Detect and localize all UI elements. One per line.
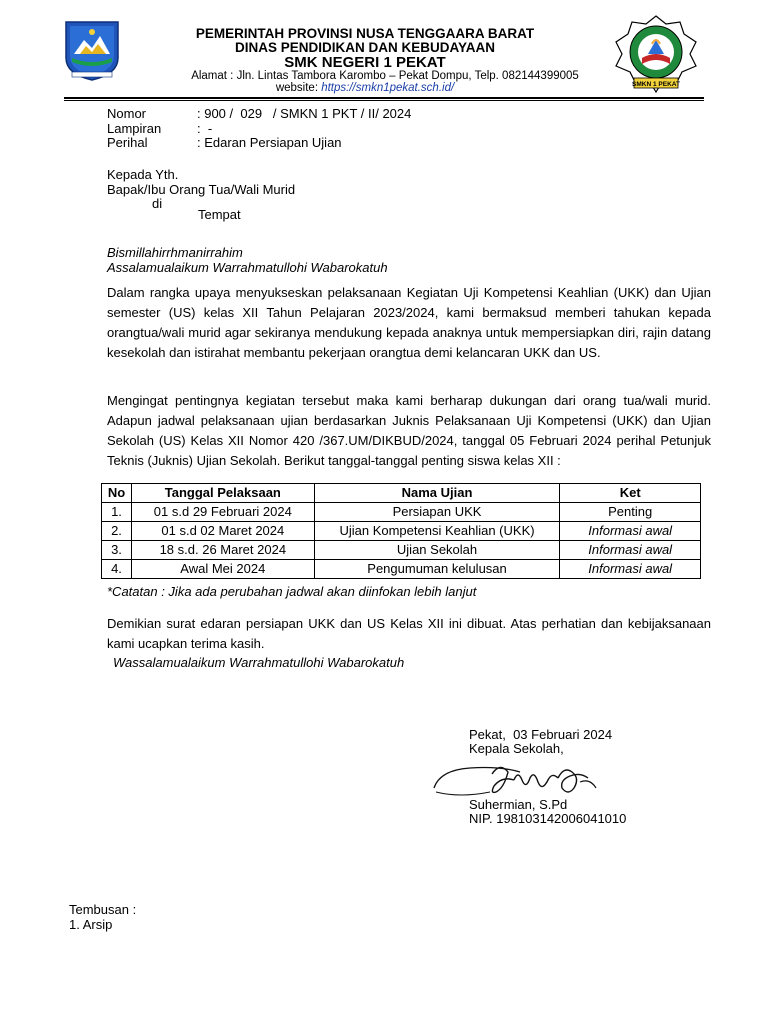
signature-place-date: Pekat, 03 Februari 2024: [469, 727, 613, 742]
cell-date: 18 s.d. 26 Maret 2024: [131, 541, 314, 560]
cell-note: Informasi awal: [560, 522, 701, 541]
signature-nip: NIP. 198103142006041010: [469, 811, 627, 826]
header-exam: Nama Ujian: [314, 484, 560, 503]
cell-date: 01 s.d 02 Maret 2024: [131, 522, 314, 541]
perihal-value: : Edaran Persiapan Ujian: [197, 135, 342, 150]
header-no: No: [102, 484, 132, 503]
recipient-line-2: Bapak/Ibu Orang Tua/Wali Murid: [107, 182, 296, 197]
kop-government: PEMERINTAH PROVINSI NUSA TENGGAARA BARAT: [195, 26, 535, 41]
cell-exam: Pengumuman kelulusan: [314, 560, 560, 579]
tembusan-label: Tembusan :: [69, 902, 137, 917]
recipient-line-4: Tempat: [198, 207, 241, 222]
table-header-row: [102, 484, 701, 503]
cell-exam: Persiapan UKK: [314, 503, 560, 522]
kop-address: Alamat : Jln. Lintas Tambora Karombo – Pekat Dompu, Telp. 082144399005: [191, 70, 579, 82]
body-paragraph-2: Mengingat pentingnya kegiatan tersebut maka kami berharap dukungan dari orang tua/wali murid. Adapun jadwal pelaksanaan ujian berdasarkan Juknis Pelaksanaan Uji Kompetensi (UKK) dan Ujian Sekolah (US) Kelas XII Nomor 420 /367.UM/DIKBUD/2024, tanggal 05 Februari 2024 perihal Petunjuk Teknis (Juknis) Ujian Sekolah. Berikut tanggal-tanggal penting siswa kelas XII :: [107, 393, 711, 468]
closing-paragraph: Demikian surat edaran persiapan UKK dan US Kelas XII ini dibuat. Atas perhatian dan kebijaksanaan kami ucapkan terima kasih.: [107, 616, 711, 651]
cell-no: 2.: [102, 522, 132, 541]
kop-department: DINAS PENDIDIKAN DAN KEBUDAYAAN: [234, 40, 496, 55]
table-row: [102, 541, 701, 560]
header-date: Tanggal Pelaksaan: [131, 484, 314, 503]
cell-note: Informasi awal: [560, 541, 701, 560]
lampiran-label: Lampiran: [107, 121, 162, 136]
kop-school-name: SMK NEGERI 1 PEKAT: [284, 54, 446, 71]
kop-website: [130, 82, 600, 94]
nomor-value: : 900 / 029 / SMKN 1 PKT / II/ 2024: [197, 106, 412, 121]
header-rule-thin: [64, 100, 704, 101]
nomor-label: Nomor: [107, 106, 147, 121]
signature-position: Kepala Sekolah,: [469, 741, 564, 756]
tembusan-item: 1. Arsip: [69, 917, 113, 932]
cell-date: 01 s.d 29 Februari 2024: [131, 503, 314, 522]
opening-salam: Assalamualaikum Warrahmatullohi Wabarokatuh: [107, 260, 388, 275]
cell-no: 4.: [102, 560, 132, 579]
table-row: [102, 503, 701, 522]
table-row: [102, 522, 701, 541]
cell-no: 3.: [102, 541, 132, 560]
cell-exam: Ujian Kompetensi Keahlian (UKK): [314, 522, 560, 541]
lampiran-value: : -: [197, 121, 213, 136]
province-emblem-icon: [62, 18, 122, 82]
cell-note: Informasi awal: [560, 560, 701, 579]
cell-exam: Ujian Sekolah: [314, 541, 560, 560]
table-row: [102, 560, 701, 579]
schedule-table: [101, 483, 701, 579]
cell-note: Penting: [560, 503, 701, 522]
closing-salam: Wassalamualaikum Warrahmatullohi Wabarokatuh: [113, 655, 405, 670]
header-rule-thick: [64, 97, 704, 99]
website-label: website:: [275, 82, 322, 94]
recipient-line-1: Kepada Yth.: [107, 167, 179, 182]
school-logo-label: SMKN 1 PEKAT: [632, 81, 680, 88]
header-note: Ket: [560, 484, 701, 503]
recipient-line-3: di: [152, 196, 163, 211]
body-paragraph-1: Dalam rangka upaya menyukseskan pelaksanaan Kegiatan Uji Kompetensi Keahlian (UKK) dan Ujian semester (US) kelas XII Tahun Pelajaran 2023/2024, kami bermaksud memberi tahukan kepada orangtua/wali murid agar sekiranya mendukung kepada anaknya untuk mempersiapkan diri, rajin datang kesekolah dan istirahat membantu pekerjaan orangtua demi kelancaran UKK dan US.: [107, 285, 711, 360]
basmalah: Bismillahirrhmanirrahim: [107, 245, 243, 260]
website-link[interactable]: https://smkn1pekat.sch.id/: [321, 82, 455, 94]
signature-name: Suhermian, S.Pd: [469, 797, 568, 812]
table-note: *Catatan : Jika ada perubahan jadwal akan diinfokan lebih lanjut: [107, 584, 477, 599]
perihal-label: Perihal: [107, 135, 148, 150]
cell-date: Awal Mei 2024: [131, 560, 314, 579]
school-logo-icon: [608, 14, 704, 96]
cell-no: 1.: [102, 503, 132, 522]
